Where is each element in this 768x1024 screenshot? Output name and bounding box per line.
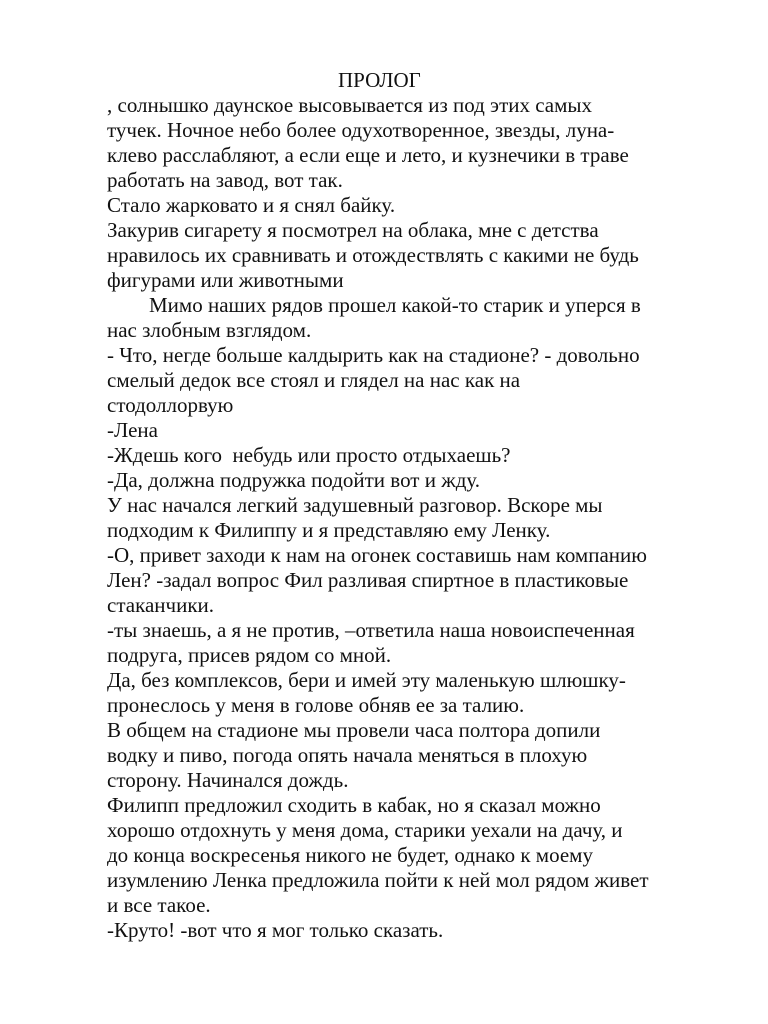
text-line: до конца воскресенья никого не будет, однако к моему bbox=[107, 843, 593, 867]
text-line: Лен? -задал вопрос Фил разливая спиртное в пластиковые bbox=[107, 568, 629, 592]
text-line: -ты знаешь, а я не против, –ответила наша новоиспеченная bbox=[107, 618, 635, 642]
document-body bbox=[107, 93, 727, 943]
text-line: Филипп предложил сходить в кабак, но я сказал можно bbox=[107, 793, 601, 817]
text-line: У нас начался легкий задушевный разговор. Вскоре мы bbox=[107, 493, 603, 517]
text-line: стаканчики. bbox=[107, 593, 215, 617]
text-line: подруга, присев рядом со мной. bbox=[107, 643, 392, 667]
text-line: изумлению Ленка предложила пойти к ней мол рядом живет bbox=[107, 868, 649, 892]
text-line: и все такое. bbox=[107, 893, 211, 917]
text-line: клево расслабляют, а если еще и лето, и кузнечики в траве bbox=[107, 143, 629, 167]
text-line: -Ждешь кого небудь или просто отдыхаешь? bbox=[107, 443, 511, 467]
text-line: стодоллорвую bbox=[107, 393, 234, 417]
text-line: -Да, должна подружка подойти вот и жду. bbox=[107, 468, 481, 492]
text-line: сторону. Начинался дождь. bbox=[107, 768, 349, 792]
text-line: Закурив сигарету я посмотрел на облака, мне с детства bbox=[107, 218, 599, 242]
text-line: - Что, негде больше калдырить как на стадионе? - довольно bbox=[107, 343, 640, 367]
text-line: Мимо наших рядов прошел какой-то старик и уперся в bbox=[107, 293, 641, 317]
text-line: подходим к Филиппу и я представляю ему Ленку. bbox=[107, 518, 551, 542]
text-line: фигурами или животными bbox=[107, 268, 344, 292]
text-line: хорошо отдохнуть у меня дома, старики уехали на дачу, и bbox=[107, 818, 623, 842]
text-line: -Лена bbox=[107, 418, 158, 442]
text-line: пронеслось у меня в голове обняв ее за талию. bbox=[107, 693, 525, 717]
text-line: Стало жарковато и я снял байку. bbox=[107, 193, 396, 217]
text-line: -Круто! -вот что я мог только сказать. bbox=[107, 918, 444, 942]
text-line: -О, привет заходи к нам на огонек составишь нам компанию bbox=[107, 543, 647, 567]
text-line: , солнышко даунское высовывается из под этих самых bbox=[107, 93, 593, 117]
text-line: В общем на стадионе мы провели часа полтора допили bbox=[107, 718, 601, 742]
text-line: нас злобным взглядом. bbox=[107, 318, 312, 342]
text-line: Да, без комплексов, бери и имей эту маленькую шлюшку- bbox=[107, 668, 626, 692]
text-line: тучек. Ночное небо более одухотворенное, звезды, луна- bbox=[107, 118, 615, 142]
text-line: смелый дедок все стоял и глядел на нас как на bbox=[107, 368, 521, 392]
text-line: работать на завод, вот так. bbox=[107, 168, 343, 192]
document-title: ПРОЛОГ bbox=[338, 68, 421, 92]
text-line: нравилось их сравнивать и отождествлять с какими не будь bbox=[107, 243, 639, 267]
text-line: водку и пиво, погода опять начала меняться в плохую bbox=[107, 743, 588, 767]
